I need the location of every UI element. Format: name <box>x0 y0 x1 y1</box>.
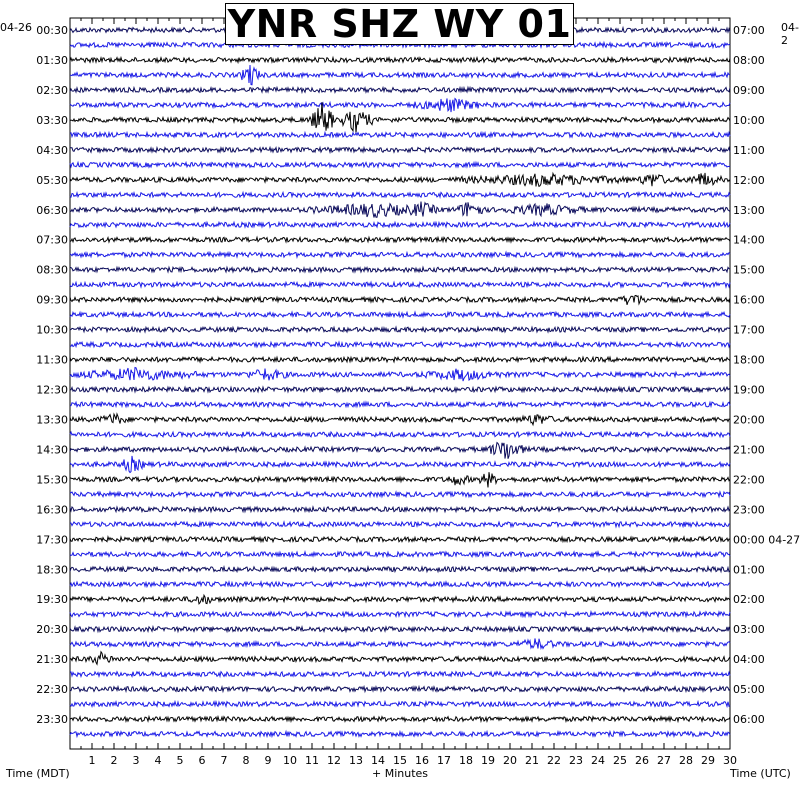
left-time-label: 16:30 <box>36 503 68 517</box>
left-time-label: 01:30 <box>36 53 68 67</box>
x-tick-label: 9 <box>264 754 272 767</box>
x-tick-label: 4 <box>154 754 162 767</box>
right-time-label: 09:00 <box>733 83 765 97</box>
x-tick-label: 20 <box>503 754 517 767</box>
x-tick-label: 27 <box>657 754 671 767</box>
right-time-label: 19:00 <box>733 383 765 397</box>
x-tick-label: 24 <box>591 754 605 767</box>
left-time-label: 19:30 <box>36 593 68 607</box>
x-tick-label: 18 <box>459 754 473 767</box>
x-tick-label: 26 <box>635 754 649 767</box>
left-time-label: 22:30 <box>36 683 68 697</box>
left-time-label: 14:30 <box>36 443 68 457</box>
right-time-label: 21:00 <box>733 443 765 457</box>
right-time-label: 10:00 <box>733 113 765 127</box>
left-time-label: 08:30 <box>36 263 68 277</box>
right-time-label: 14:00 <box>733 233 765 247</box>
right-time-label: 16:00 <box>733 293 765 307</box>
x-tick-label: 22 <box>547 754 561 767</box>
x-tick-label: 8 <box>242 754 250 767</box>
right-time-label: 18:00 <box>733 353 765 367</box>
left-time-label: 23:30 <box>36 713 68 727</box>
x-tick-label: 16 <box>415 754 429 767</box>
x-tick-label: 2 <box>110 754 118 767</box>
left-time-label: 13:30 <box>36 413 68 427</box>
chart-title: YNR SHZ WY 01 <box>225 3 574 45</box>
x-tick-label: 10 <box>283 754 297 767</box>
right-axis-ticks <box>733 24 800 726</box>
x-tick-label: 25 <box>613 754 627 767</box>
left-date-label: 04-26 <box>0 21 32 34</box>
x-tick-label: 13 <box>349 754 363 767</box>
left-time-label: 02:30 <box>36 83 68 97</box>
right-time-label: 04:00 <box>733 653 765 667</box>
left-time-label: 04:30 <box>36 143 68 157</box>
x-axis-right-caption: Time (UTC) <box>730 767 791 780</box>
right-time-label: 13:00 <box>733 203 765 217</box>
left-time-label: 10:30 <box>36 323 68 337</box>
x-tick-label: 30 <box>723 754 737 767</box>
x-tick-label: 19 <box>481 754 495 767</box>
x-tick-label: 15 <box>393 754 407 767</box>
left-time-label: 17:30 <box>36 533 68 547</box>
x-tick-label: 3 <box>132 754 140 767</box>
right-time-label: 05:00 <box>733 683 765 697</box>
x-tick-label: 17 <box>437 754 451 767</box>
right-date-label: 04-2 <box>781 21 799 47</box>
left-time-label: 15:30 <box>36 473 68 487</box>
x-tick-label: 7 <box>220 754 228 767</box>
left-time-label: 06:30 <box>36 203 68 217</box>
x-tick-label: 23 <box>569 754 583 767</box>
left-time-label: 05:30 <box>36 173 68 187</box>
right-time-label: 08:00 <box>733 53 765 67</box>
x-axis-left-caption: Time (MDT) <box>6 767 70 780</box>
right-time-label: 01:00 <box>733 563 765 577</box>
x-tick-label: 12 <box>327 754 341 767</box>
left-time-label: 12:30 <box>36 383 68 397</box>
left-time-label: 07:30 <box>36 233 68 247</box>
x-tick-label: 1 <box>88 754 96 767</box>
x-tick-label: 5 <box>176 754 184 767</box>
right-time-label: 03:00 <box>733 623 765 637</box>
left-axis-ticks <box>36 24 68 726</box>
x-tick-label: 11 <box>305 754 319 767</box>
right-time-label: 20:00 <box>733 413 765 427</box>
right-time-label: 23:00 <box>733 503 765 517</box>
left-time-label: 20:30 <box>36 623 68 637</box>
right-time-label: 02:00 <box>733 593 765 607</box>
plot-frame <box>70 18 730 749</box>
x-tick-label: 29 <box>701 754 715 767</box>
left-time-label: 00:30 <box>36 24 68 37</box>
right-time-label: 22:00 <box>733 473 765 487</box>
right-time-label: 06:00 <box>733 713 765 727</box>
right-time-label: 17:00 <box>733 323 765 337</box>
left-time-label: 09:30 <box>36 293 68 307</box>
right-time-label: 12:00 <box>733 173 765 187</box>
x-axis-label: + Minutes <box>372 767 429 780</box>
left-time-label: 11:30 <box>36 353 68 367</box>
x-tick-label: 28 <box>679 754 693 767</box>
left-time-label: 18:30 <box>36 563 68 577</box>
x-tick-label: 6 <box>198 754 206 767</box>
left-time-label: 21:30 <box>36 653 68 667</box>
x-tick-label: 21 <box>525 754 539 767</box>
x-tick-label: 14 <box>371 754 385 767</box>
right-time-label: 15:00 <box>733 263 765 277</box>
right-time-label: 00:00 04-27 <box>733 533 800 547</box>
left-time-label: 03:30 <box>36 113 68 127</box>
right-time-label: 11:00 <box>733 143 765 157</box>
right-time-label: 07:00 <box>733 24 765 37</box>
